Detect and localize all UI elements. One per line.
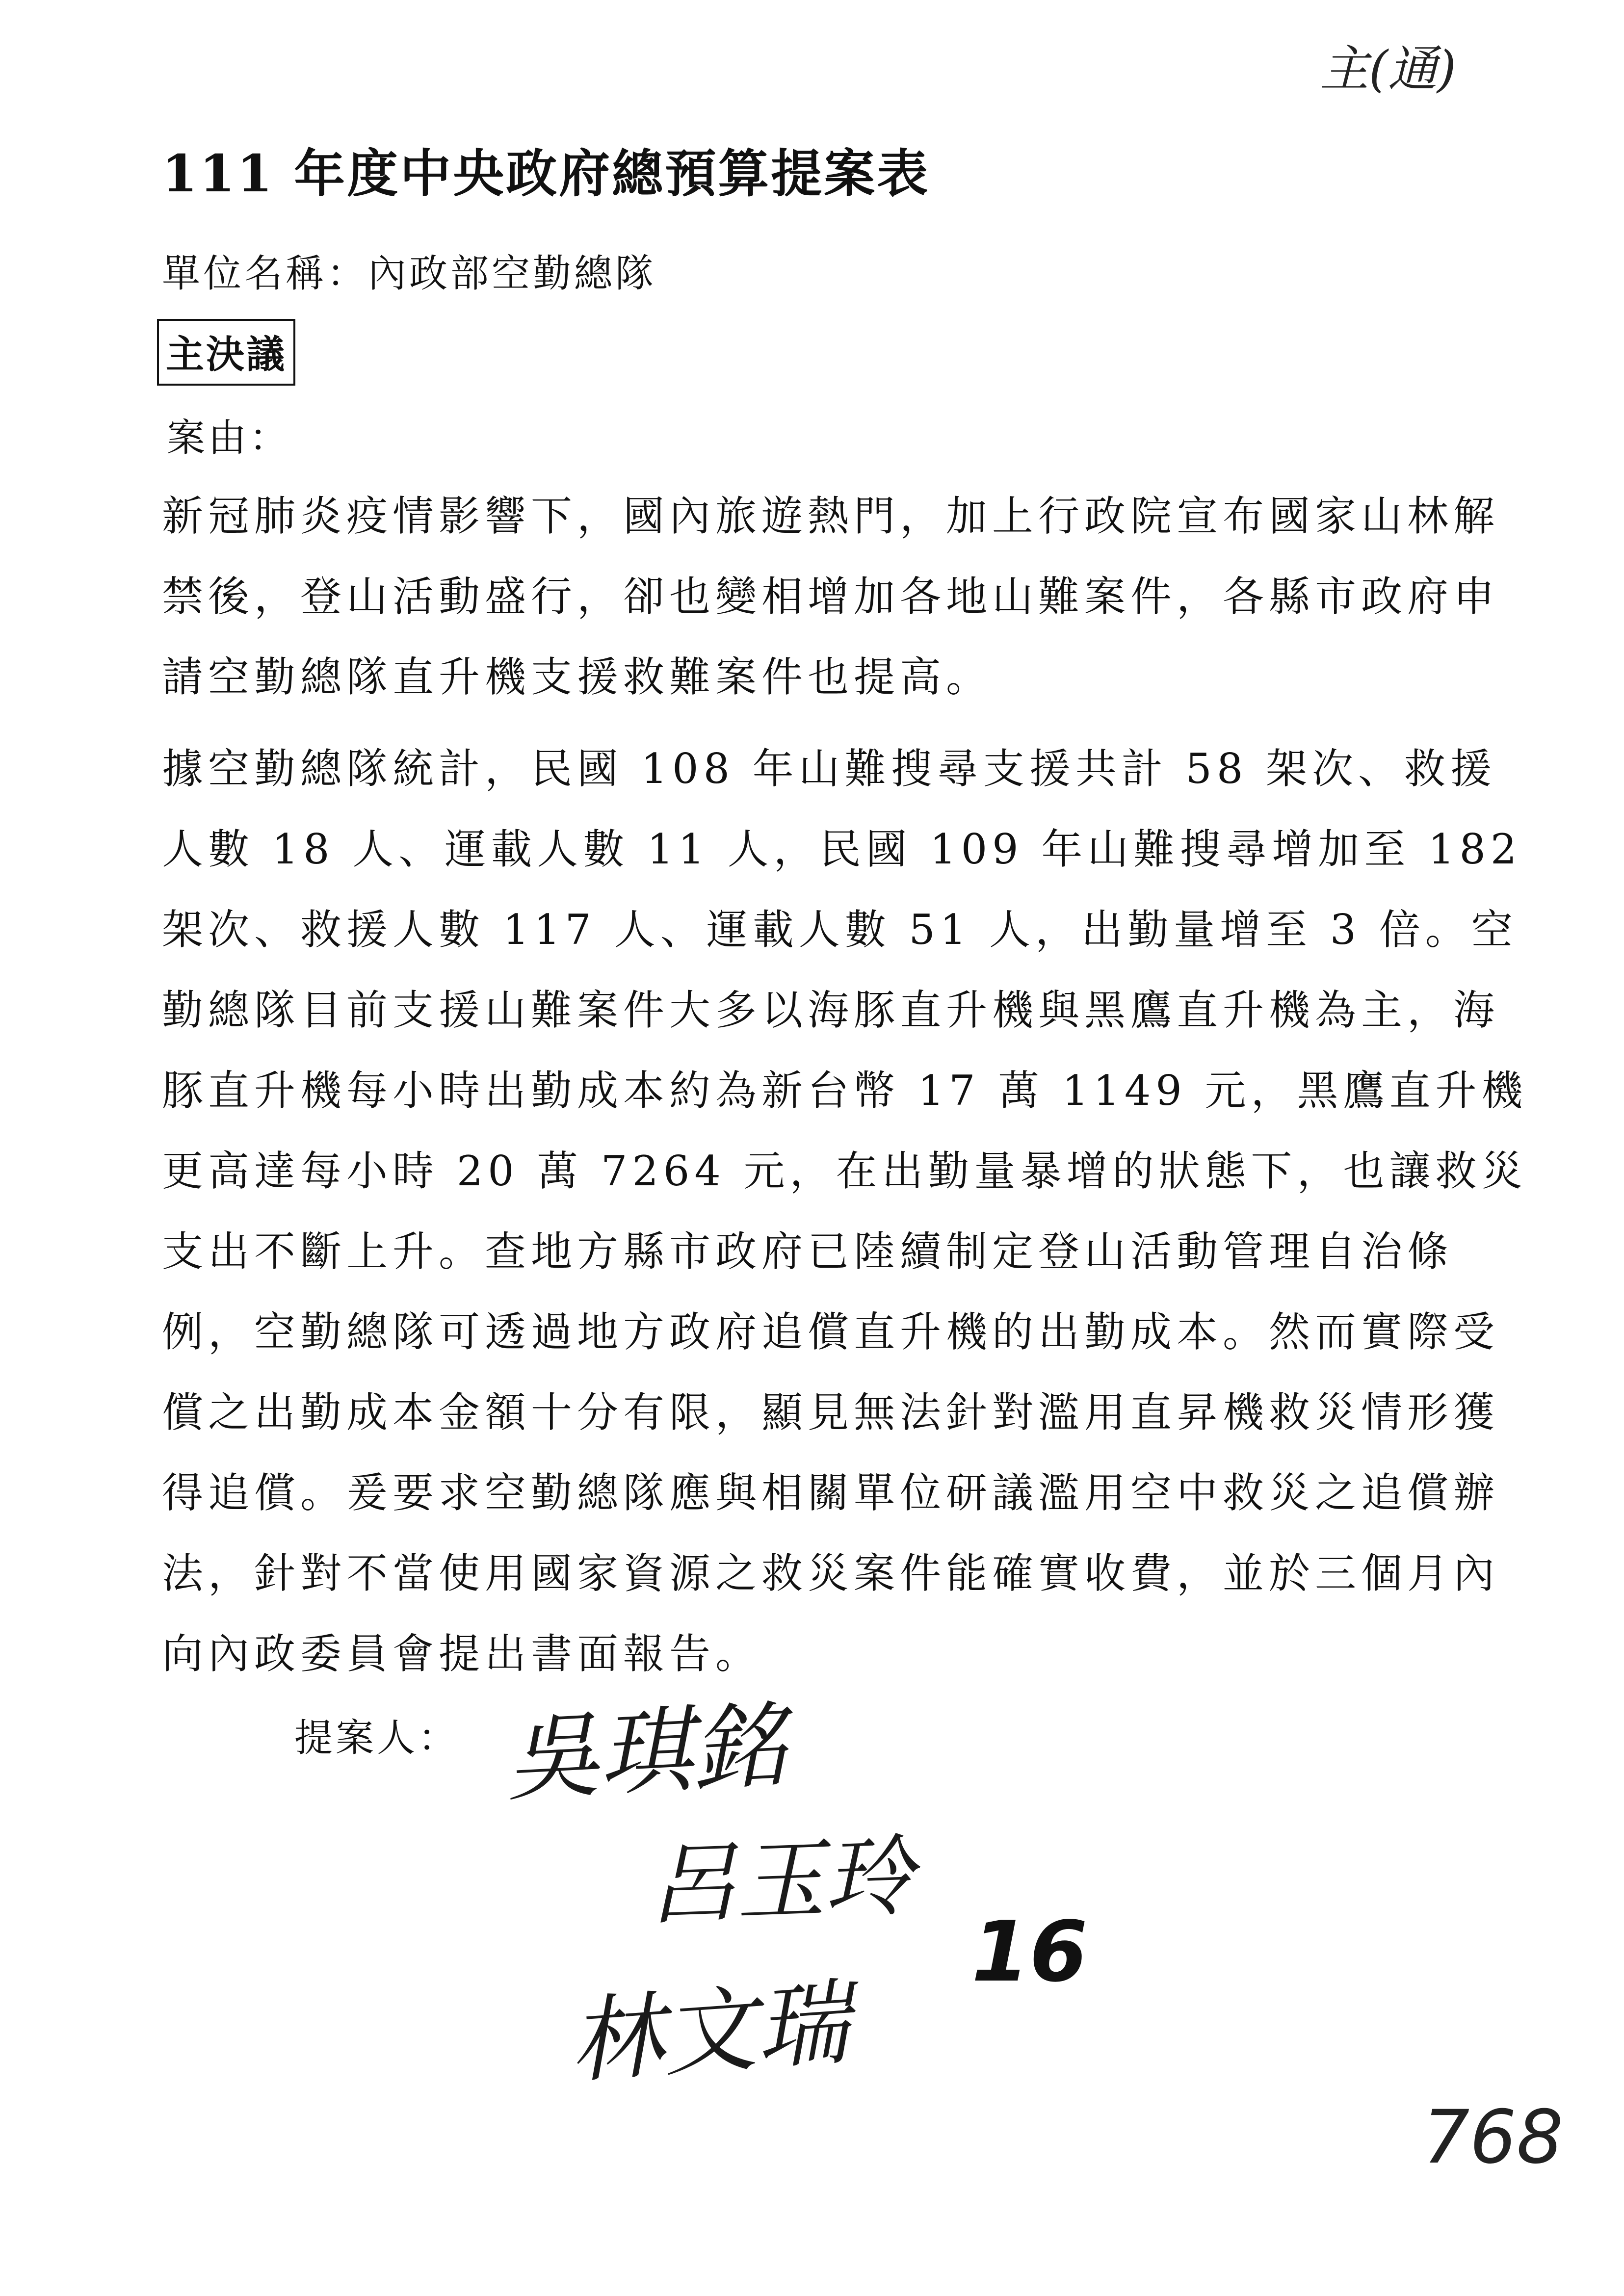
handwritten-corner-annotation: 主(通) <box>1320 40 1457 98</box>
reason-label: 案由： <box>167 416 291 460</box>
unit-label: 單位名稱： <box>162 252 368 296</box>
handwritten-count-mark: 16 <box>971 1904 1088 2001</box>
document-title: 111 年度中央政府總預算提案表 <box>162 143 930 204</box>
proposer-label: 提案人： <box>294 1716 460 1760</box>
signature-2: 呂玉玲 <box>646 1825 915 1937</box>
signature-3: 林文瑞 <box>566 1968 853 2096</box>
signature-1: 吳琪銘 <box>503 1691 788 1814</box>
reason-paragraph-2: 據空勤總隊統計，民國 108 年山難搜尋支援共計 58 架次、救援人數 18 人、運載人數 11 人，民國 109 年山難搜尋增加至 182 架次、救援人數 117 人、運載人數 51 人，出勤量增至 3 倍。空勤總隊目前支援山難案件大多以海豚直升機與黑鷹直升機為主，海豚直升機每小時出勤成本約為新台幣 17 萬 1149 元，黑鷹直升機更高達每小時 20 萬 7264 元，在出勤量暴增的狀態下，也讓救災支出不斷上升。查地方縣市政府已陸續制定登山活動管理自治條例，空勤總隊可透過地方政府追償直升機的出勤成本。然而實際受償之出勤成本金額十分有限，顯見無法針對濫用直昇機救災情形獲得追償。爰要求空勤總隊應與相關單位研議濫用空中救災之追償辦法，針對不當使用國家資源之救災案件能確實收費，並於三個月內向內政委員會提出書面報告。 <box>162 745 1528 1678</box>
unit-line <box>162 243 656 298</box>
resolution-type-box: 主決議 <box>157 319 295 386</box>
reason-paragraph-1: 新冠肺炎疫情影響下，國內旅遊熱門，加上行政院宣布國家山林解禁後，登山活動盛行，卻也變相增加各地山難案件，各縣市政府申請空勤總隊直升機支援救難案件也提高。 <box>162 492 1500 701</box>
handwritten-page-number: 768 <box>1423 2095 1564 2180</box>
unit-name: 內政部空勤總隊 <box>368 252 657 296</box>
